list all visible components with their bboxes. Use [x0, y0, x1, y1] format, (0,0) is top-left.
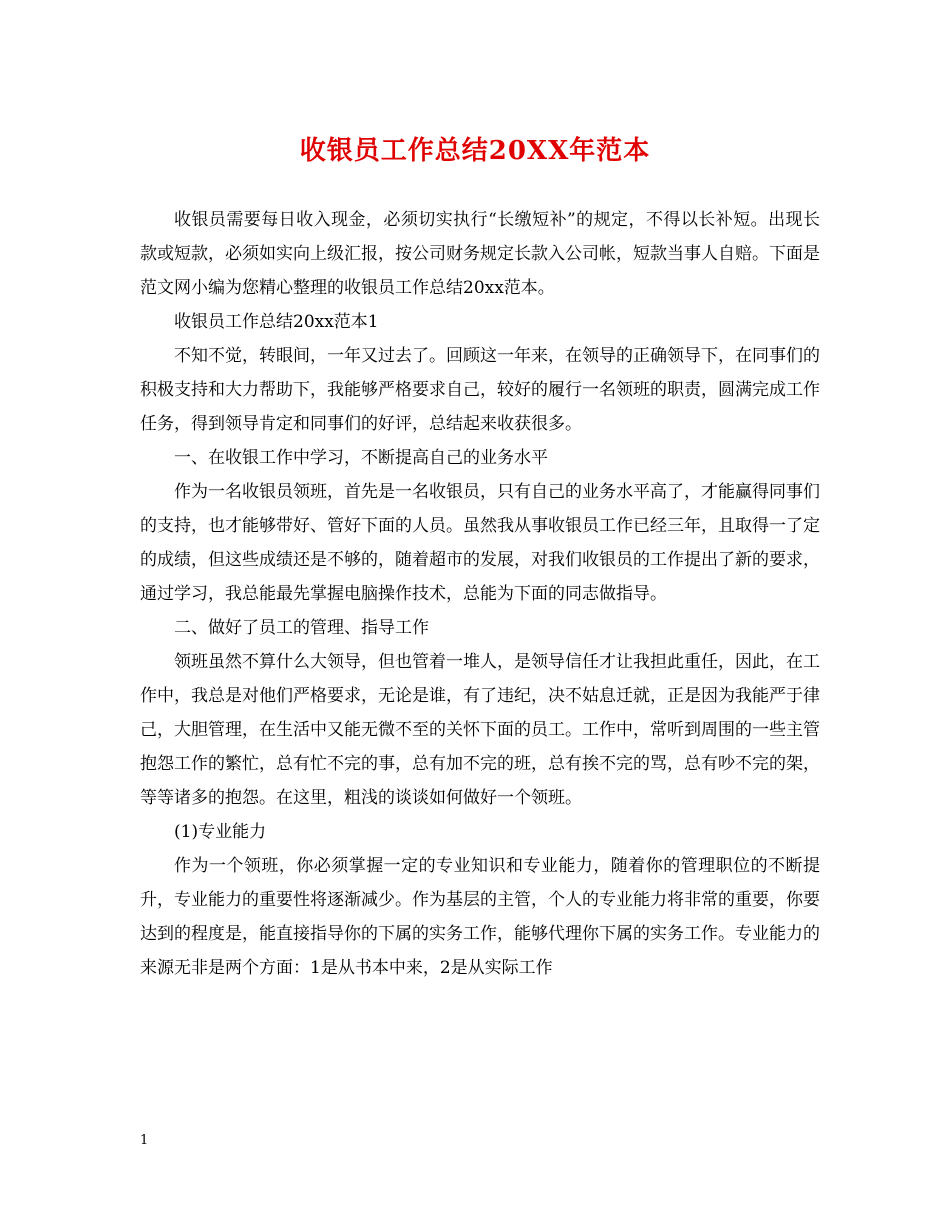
paragraph-professional: 作为一个领班，你必须掌握一定的专业知识和专业能力，随着你的管理职位的不断提升，专业能力的重要性将逐渐减少。作为基层的主管，个人的专业能力将非常的重要，你要达到的程度是，能直接指导你的下属的实务工作，能够代理你下属的实务工作。专业能力的来源无非是两个方面：1是从书本中来，2是从实际工作	[140, 856, 820, 978]
paragraph-study: 作为一名收银员领班，首先是一名收银员，只有自己的业务水平高了，才能赢得同事们的支持，也才能够带好、管好下面的人员。虽然我从事收银员工作已经三年，且取得一了定的成绩，但这些成绩还是不够的，随着超市的发展，对我们收银员的工作提出了新的要求，通过学习，我总能最先掌握电脑操作技术，总能为下面的同志做指导。	[140, 482, 820, 604]
subsection-heading-1: (1)专业能力	[174, 822, 267, 842]
paragraph-review: 不知不觉，转眼间，一年又过去了。回顾这一年来，在领导的正确领导下，在同事们的积极支持和大力帮助下，我能够严格要求自己，较好的履行一名领班的职责，圆满完成工作任务，得到领导肯定和同事们的好评，总结起来收获很多。	[140, 346, 820, 434]
section-heading-2: 二、做好了员工的管理、指导工作	[174, 618, 429, 638]
paragraph-intro: 收银员需要每日收入现金，必须切实执行“长缴短补”的规定，不得以长补短。出现长款或短款，必须如实向上级汇报，按公司财务规定长款入公司帐，短款当事人自赔。下面是范文网小编为您精心整理的收银员工作总结20xx范本。	[140, 210, 820, 298]
document-title: 收银员工作总结20XX年范本	[299, 136, 651, 166]
page-number: 1	[140, 1133, 149, 1148]
document-body	[140, 203, 820, 985]
section-heading-1: 一、在收银工作中学习，不断提高自己的业务水平	[174, 448, 548, 468]
paragraph-subtitle: 收银员工作总结20xx范本1	[174, 312, 379, 332]
paragraph-management: 领班虽然不算什么大领导，但也管着一堆人，是领导信任才让我担此重任，因此，在工作中，我总是对他们严格要求，无论是谁，有了违纪，决不姑息迁就，正是因为我能严于律己，大胆管理，在生活中又能无微不至的关怀下面的员工。工作中，常听到周围的一些主管抱怨工作的繁忙，总有忙不完的事，总有加不完的班，总有挨不完的骂，总有吵不完的架，等等诸多的抱怨。在这里，粗浅的谈谈如何做好一个领班。	[140, 652, 820, 808]
